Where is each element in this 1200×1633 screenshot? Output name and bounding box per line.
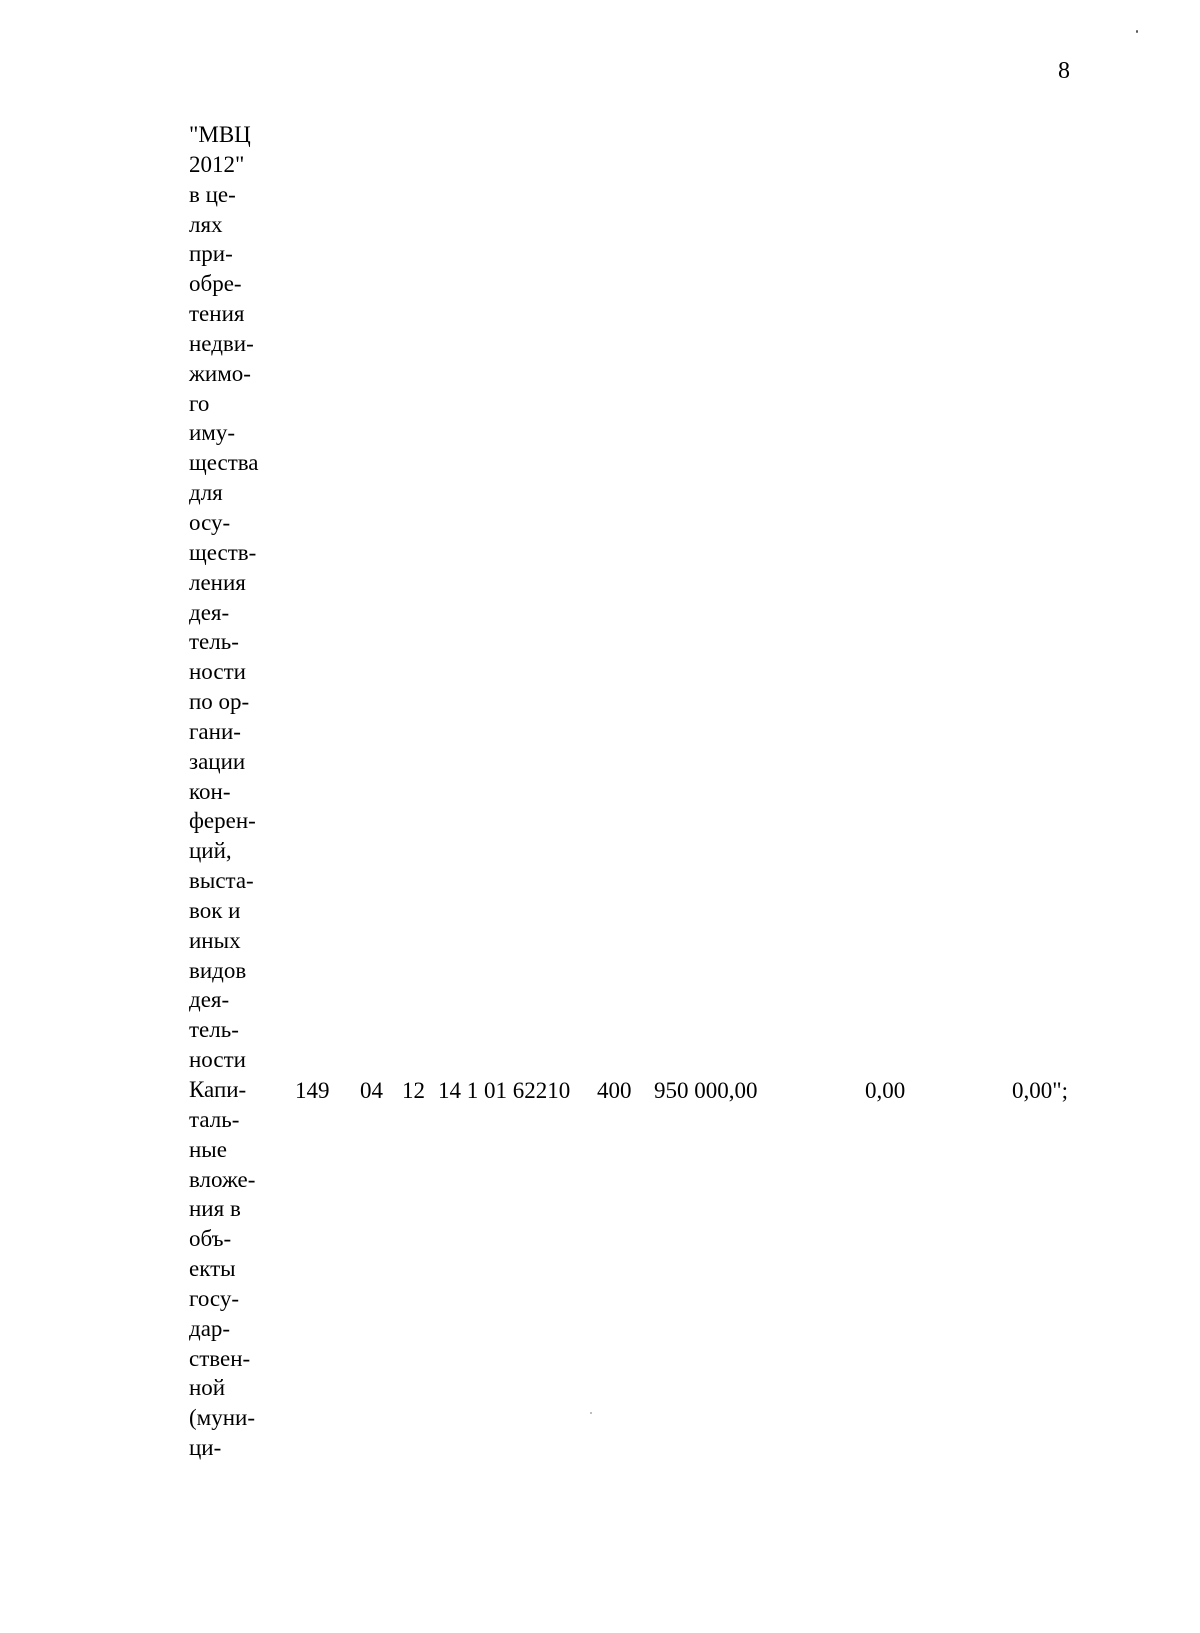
row-name-line: ной (189, 1375, 226, 1401)
row-name-line: дар- (189, 1315, 231, 1341)
row-name-line: ствен- (189, 1345, 251, 1371)
row-name-line: вложе- (189, 1166, 256, 1192)
row-name-line: ци- (189, 1435, 222, 1461)
description-column (189, 120, 271, 1463)
description-line: видов (189, 957, 247, 983)
row-name-line: ные (189, 1136, 227, 1162)
row-name-line: ния в (189, 1196, 241, 1222)
grbs-code: 149 (295, 1078, 330, 1103)
row-name-line: екты (189, 1256, 236, 1282)
description-line: ности (189, 1047, 246, 1073)
description-line: тения (189, 301, 245, 327)
amount-year-3: 0,00"; (1012, 1078, 1069, 1103)
scan-speck (590, 1412, 592, 1414)
subsection-code: 12 (402, 1078, 425, 1103)
description-line: жимо- (189, 360, 251, 386)
row-name-line: Капи- (189, 1077, 247, 1102)
target-article-code: 14 1 01 62210 (438, 1078, 571, 1103)
description-line: ществ- (189, 539, 257, 565)
description-line: иму- (189, 420, 236, 446)
description-line: 2012" (189, 151, 245, 177)
description-line: тель- (189, 1017, 239, 1043)
description-line: недви- (189, 330, 254, 356)
description-line: кон- (189, 778, 231, 804)
row-name-line: (муни- (189, 1405, 255, 1431)
expense-type-code: 400 (597, 1078, 632, 1103)
row-name-line: таль- (189, 1106, 240, 1132)
description-line: щества (189, 450, 259, 476)
description-line: при- (189, 241, 233, 267)
description-line: ферен- (189, 808, 256, 834)
description-line: тель- (189, 629, 239, 655)
description-line: осу- (189, 509, 231, 535)
description-line: ления (189, 569, 246, 595)
description-line: ций, (189, 838, 232, 864)
description-line: обре- (189, 271, 242, 297)
word: в це- (189, 181, 236, 207)
description-line: дея- (189, 987, 230, 1013)
description-line (189, 180, 271, 210)
row-name-line: госу- (189, 1285, 239, 1311)
description-line: зации (189, 748, 246, 774)
description-line: иных (189, 927, 241, 953)
page-number: 8 (1058, 58, 1070, 84)
description-line: дея- (189, 599, 230, 625)
description-line: выста- (189, 868, 254, 894)
description-line: по ор- (189, 689, 250, 715)
description-line: гани- (189, 718, 241, 744)
description-line: вок и (189, 897, 241, 923)
section-code: 04 (360, 1078, 383, 1103)
description-line: лях (189, 211, 223, 237)
description-line: для (189, 480, 223, 506)
description-line: "МВЦ (189, 122, 251, 147)
amount-year-1: 950 000,00 (654, 1078, 758, 1103)
row-name-line: объ- (189, 1226, 232, 1252)
description-line: ности (189, 659, 246, 685)
description-line: го (189, 390, 210, 416)
amount-year-2: 0,00 (865, 1078, 906, 1103)
scan-speck (1136, 30, 1138, 33)
